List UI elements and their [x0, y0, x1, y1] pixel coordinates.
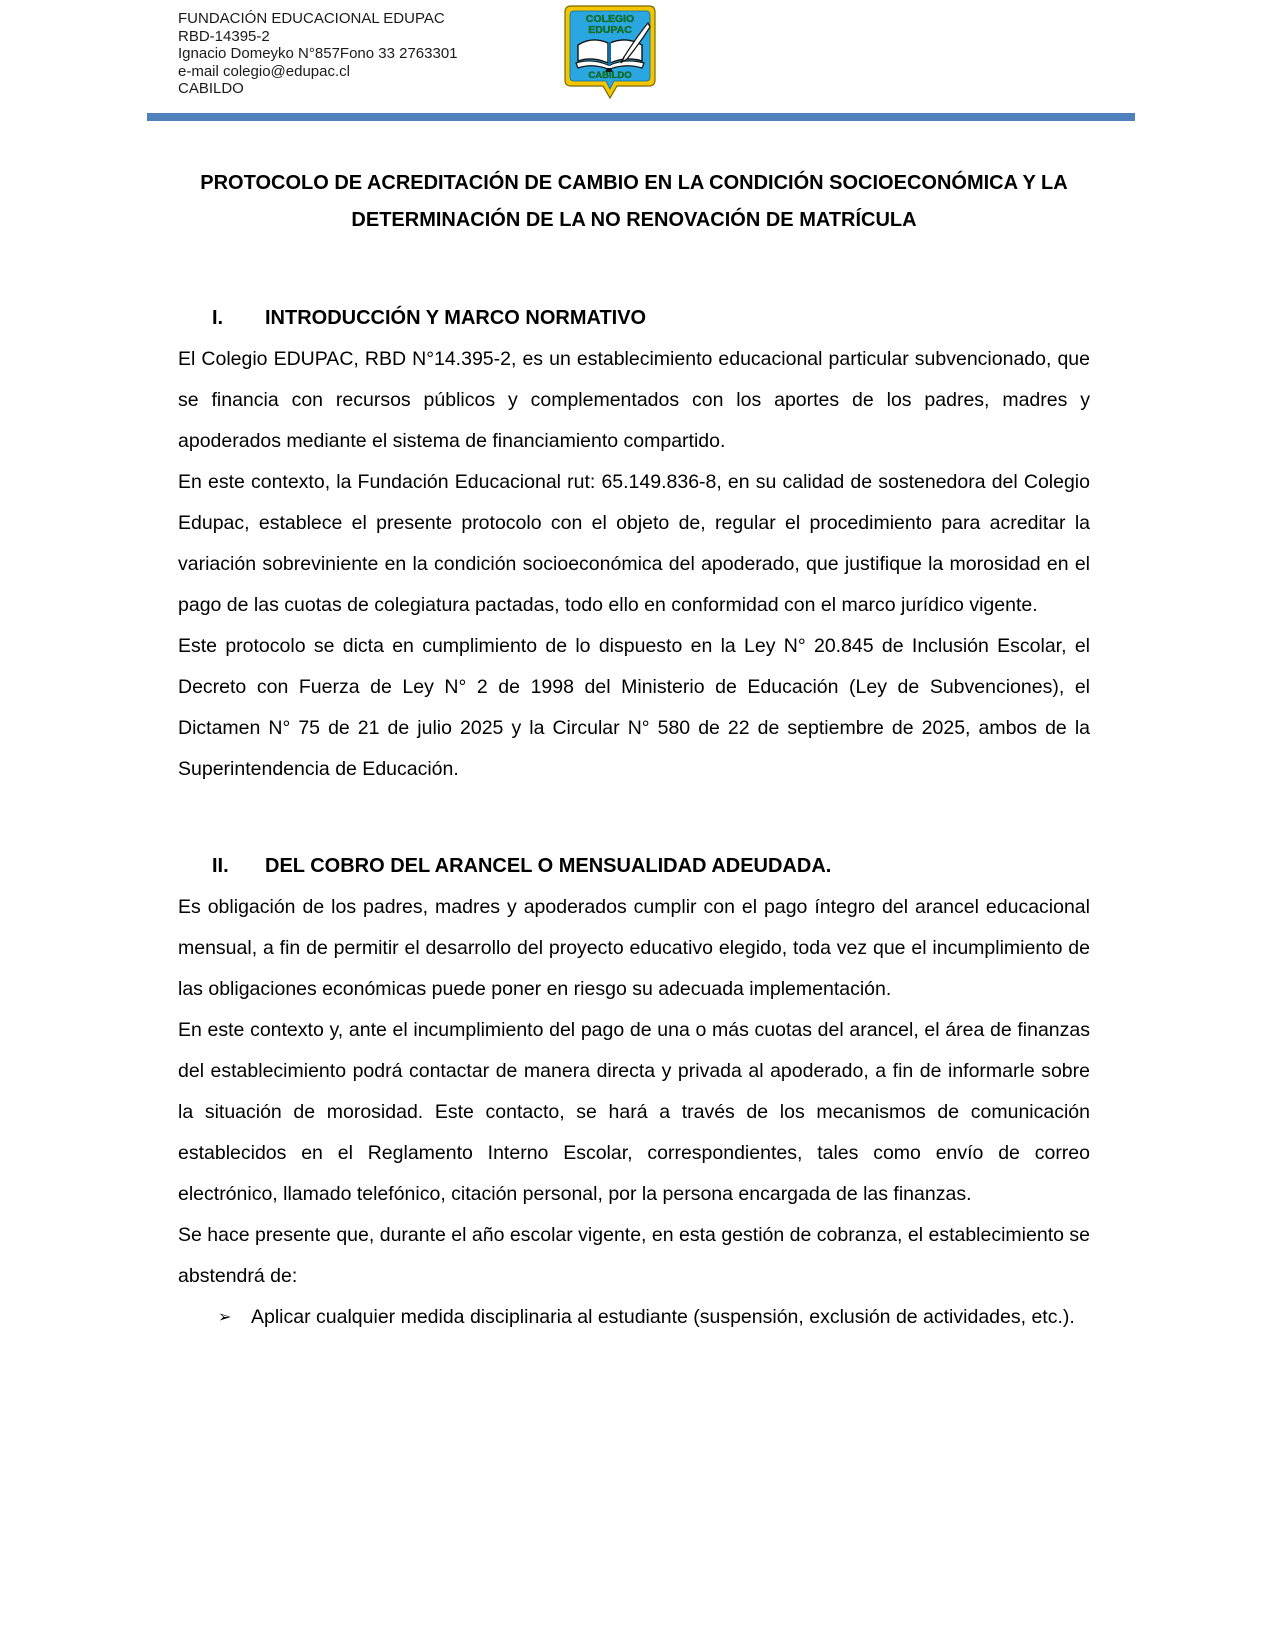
section-2-paragraph-2: En este contexto y, ante el incumplimiento del pago de una o más cuotas del arancel, el área de finanzas del establecimiento podrá contactar de manera directa y privada al apoderado, a fin de informarle sobre la situación de morosidad. Este contacto, se hará a través de los mecanismos de comunicación establecidos en el Reglamento Interno Escolar, correspondientes, tales como envío de correo electrónico, llamado telefónico, citación personal, por la persona encargada de las finanzas. [178, 1019, 1090, 1205]
document-title-line2: DETERMINACIÓN DE LA NO RENOVACIÓN DE MATRÍCULA [351, 209, 917, 231]
org-city: CABILDO [178, 80, 244, 98]
section-2-heading [178, 846, 1090, 887]
section-1-paragraph-1: El Colegio EDUPAC, RBD N°14.395-2, es un establecimiento educacional particular subvencionado, que se financia con recursos públicos y complementados con los aportes de los padres, madres y apoderados mediante el sistema de financiamiento compartido. [178, 348, 1090, 452]
letterhead [178, 10, 458, 98]
crest-text-edupac: EDUPAC [588, 24, 632, 36]
section-2-number: II. [212, 855, 229, 877]
section-1-title: INTRODUCCIÓN Y MARCO NORMATIVO [265, 307, 647, 329]
section-2-paragraph-1: Es obligación de los padres, madres y apoderados cumplir con el pago íntegro del arancel educacional mensual, a fin de permitir el desarrollo del proyecto educativo elegido, toda vez que el incumplimiento de las obligaciones económicas puede poner en riesgo su adecuada implementación. [178, 896, 1090, 1000]
list-item-text: Aplicar cualquier medida disciplinaria al estudiante (suspensión, exclusión de actividades, etc.). [251, 1306, 1075, 1328]
school-crest-logo [564, 5, 656, 103]
org-address-phone: Ignacio Domeyko N°857Fono 33 2763301 [178, 45, 458, 63]
org-name: FUNDACIÓN EDUCACIONAL EDUPAC [178, 10, 445, 27]
document-title [178, 165, 1090, 239]
section-1-paragraph-2: En este contexto, la Fundación Educacional rut: 65.149.836-8, en su calidad de sostenedora del Colegio Edupac, establece el presente protocolo con el objeto de, regular el procedimiento para acreditar la variación sobreviniente en la condición socioeconómica del apoderado, que justifique la morosidad en el pago de las cuotas de colegiatura pactadas, todo ello en conformidad con el marco jurídico vigente. [178, 471, 1090, 616]
section-1-number: I. [212, 307, 224, 329]
crest-text-cabildo: CABILDO [588, 70, 632, 81]
section-1-heading [178, 298, 1090, 339]
header-divider-rule [147, 113, 1135, 121]
document-title-line1: PROTOCOLO DE ACREDITACIÓN DE CAMBIO EN LA CONDICIÓN SOCIOECONÓMICA Y LA [200, 172, 1068, 194]
crest-text-colegio: COLEGIO [585, 13, 635, 25]
document-body [178, 163, 1090, 1338]
list-item [178, 1297, 1090, 1338]
arrow-bullet-icon: ➢ [218, 1309, 232, 1326]
section-2-title: DEL COBRO DEL ARANCEL O MENSUALIDAD ADEUDADA. [265, 855, 832, 877]
section-1-paragraph-3: Este protocolo se dicta en cumplimiento de lo dispuesto en la Ley N° 20.845 de Inclusión Escolar, el Decreto con Fuerza de Ley N° 2 de 1998 del Ministerio de Educación (Ley de Subvenciones), el Dictamen N° 75 de 21 de julio 2025 y la Circular N° 580 de 22 de septiembre de 2025, ambos de la Superintendencia de Educación. [178, 635, 1090, 780]
org-rbd: RBD-14395-2 [178, 27, 270, 45]
section-2-paragraph-3: Se hace presente que, durante el año escolar vigente, en esta gestión de cobranza, el establecimiento se abstendrá de: [178, 1224, 1090, 1287]
org-email: e-mail colegio@edupac.cl [178, 62, 350, 80]
